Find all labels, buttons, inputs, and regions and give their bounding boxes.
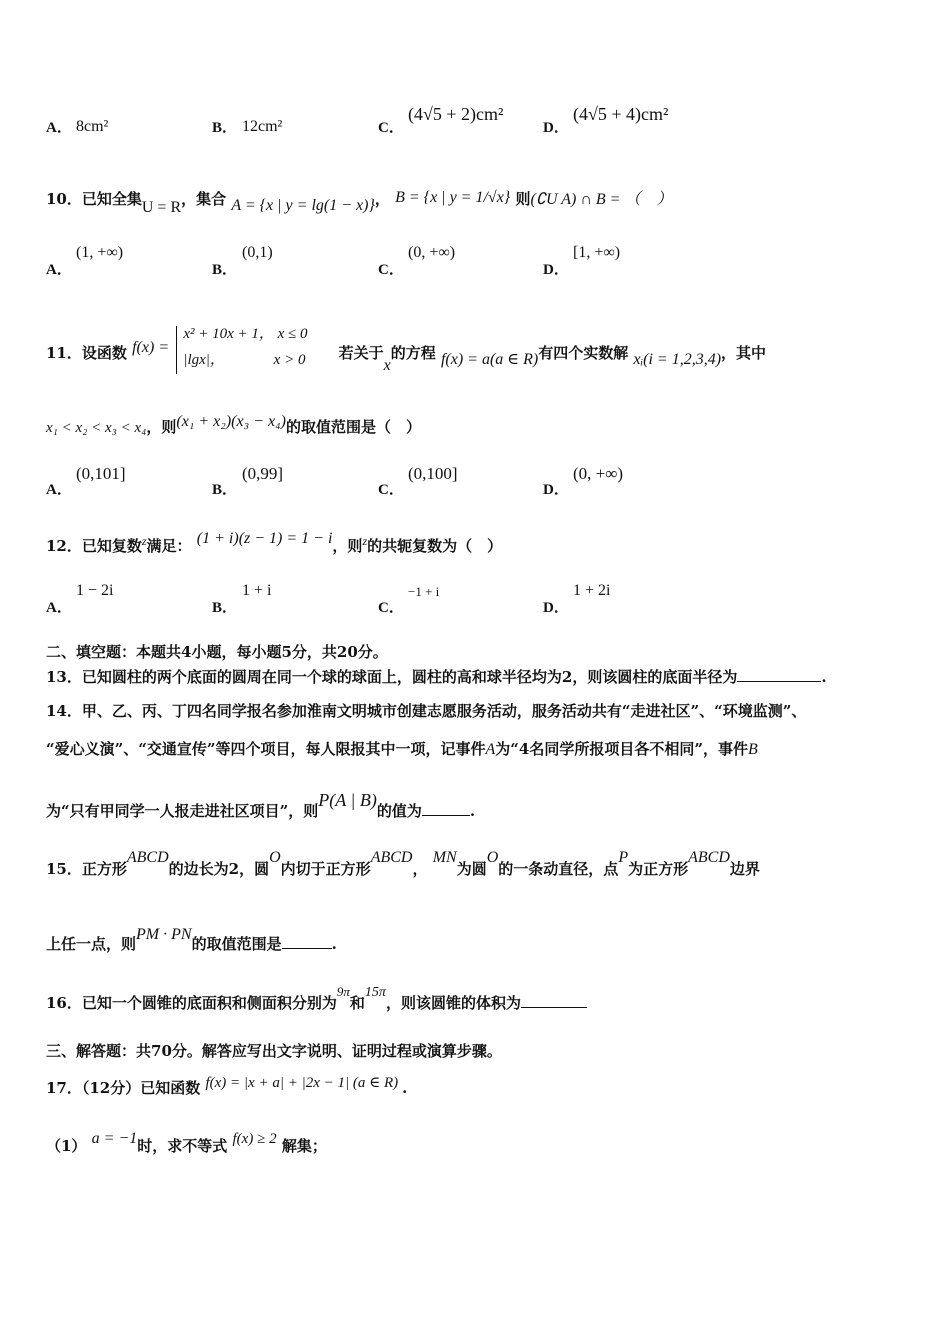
q12-text-1: 12．已知复数 [46, 537, 142, 555]
q17-math-a-value: a = −1 [91, 1130, 138, 1147]
q17-part-1-label: （1） [46, 1137, 87, 1155]
q10-stem [46, 186, 910, 216]
q10-math-universal-set: U = R [141, 199, 182, 216]
q11-math-product: (x₁ + x₂)(x₃ − x₄) [176, 413, 286, 430]
q15-text-7: 为正方形 [628, 860, 689, 878]
q15-text-1: 15．正方形 [46, 860, 127, 878]
q11-text-1: 11．设函数 [46, 344, 127, 362]
option-value: (0,99] [242, 464, 284, 483]
option-label: C． [378, 120, 404, 136]
q15-text-2: 的边长为2，圆 [168, 860, 270, 878]
option-label: D． [543, 120, 569, 136]
q12-option-d [543, 582, 611, 617]
q10-text-1: 10．已知全集 [46, 190, 142, 208]
option-value: 1 + i [242, 582, 272, 599]
q14-text-3a: 为“只有甲同学一人报走进社区项目”，则 [46, 802, 319, 820]
q10-text-4: 则 [515, 190, 531, 208]
q9-option-c [378, 104, 504, 137]
q10-text-2: ，集合 [181, 190, 227, 208]
section-3-heading: 三、解答题：共70分。解答应写出文字说明、证明过程或演算步骤。 [46, 1042, 502, 1060]
q14-line-1: 14．甲、乙、丙、丁四名同学报名参加淮南文明城市创建志愿服务活动，服务活动共有“走进社区”、“环境监测”、 [46, 702, 807, 720]
q12-option-b [212, 582, 272, 617]
q11-text-5: ，其中 [721, 344, 767, 362]
q15-text-3: 内切于正方形 [280, 860, 371, 878]
option-value: (0, +∞) [408, 244, 456, 261]
q11-stem-line-2 [46, 413, 910, 437]
q15-math-o-1: O [269, 849, 281, 866]
q14-math-a: A [485, 741, 496, 758]
section-2-heading: 二、填空题：本题共4小题，每小题5分，共20分。 [46, 643, 388, 661]
option-label: C． [378, 600, 404, 616]
q11-option-b [212, 464, 284, 499]
option-value: −1 + i [408, 584, 440, 599]
q17-math-inequality: f(x) ≥ 2 [232, 1131, 277, 1147]
q9-option-d [543, 104, 669, 137]
q15-text-10: 的取值范围是 [191, 935, 282, 953]
option-label: A． [46, 600, 72, 616]
option-value: 1 − 2i [76, 582, 114, 599]
q15-text-6: 的一条动直径，点 [498, 860, 619, 878]
option-label: C． [378, 262, 404, 278]
q11-text-2: 若关于 [338, 344, 384, 362]
option-label: B． [212, 600, 238, 616]
q12-text-2: 满足： [146, 537, 192, 555]
q14-text-3b: 的值为 [376, 802, 422, 820]
q16-math-9pi: 9π [336, 984, 350, 999]
q11-option-a [46, 464, 126, 499]
q11-text-3: 的方程 [390, 344, 436, 362]
q15-math-abcd-2: ABCD [370, 849, 413, 866]
q15-math-mn: MN [432, 849, 457, 866]
q12-math-equation: (1 + i)(z − 1) = 1 − i [196, 530, 333, 547]
q14-end: . [469, 802, 476, 820]
q14-math-prob: P(A | B) [318, 790, 377, 810]
q14-math-b: B [748, 741, 758, 758]
q14-line-2 [46, 738, 910, 759]
q13-text: 13．已知圆柱的两个底面的圆周在同一个球的球面上，圆柱的高和球半径均为2，则该圆柱的底面半径为 [46, 668, 738, 686]
q15-line-2 [46, 926, 910, 954]
option-value: 12cm² [242, 118, 283, 135]
option-label: A． [46, 482, 72, 498]
option-value: (0,100] [408, 464, 458, 483]
option-label: C． [378, 482, 404, 498]
option-value: (1, +∞) [76, 244, 124, 261]
q17-part-1 [46, 1130, 910, 1156]
option-value: (4√5 + 2)cm² [408, 104, 504, 124]
q15-text-4: ， [412, 860, 428, 878]
q16-text-1: 16．已知一个圆锥的底面积和侧面积分别为 [46, 994, 337, 1012]
option-value: (0,101] [76, 464, 126, 483]
q17-part-1-text-2: 解集； [281, 1137, 327, 1155]
option-value: [1, +∞) [573, 244, 621, 261]
q15-math-p: P [618, 849, 629, 866]
q17-end: . [402, 1079, 408, 1097]
option-label: A． [46, 120, 72, 136]
q16-text-2: 和 [349, 994, 365, 1012]
q11-case-2: |lgx|， x > 0 [183, 352, 306, 368]
q15-math-dot-product: PM · PN [136, 926, 192, 943]
q15-math-o-2: O [486, 849, 499, 866]
q15-text-8: 边界 [729, 860, 760, 878]
q10-option-c [378, 244, 456, 279]
q9-option-a [46, 116, 109, 137]
q12-option-a [46, 582, 114, 617]
q11-math-f-def: f(x) = [132, 339, 170, 356]
option-value: 1 + 2i [573, 582, 611, 599]
q11-piecewise [176, 326, 333, 374]
q10-option-d [543, 244, 621, 279]
option-label: A． [46, 262, 72, 278]
q16-answer-blank [521, 1007, 587, 1008]
q11-math-x: x [383, 357, 391, 374]
q17-stem [46, 1077, 910, 1098]
q12-option-c [378, 584, 440, 617]
q11-math-equation: f(x) = a(a ∈ R) [440, 351, 539, 368]
q12-math-z-2: z [362, 534, 368, 548]
q15-answer-blank [282, 948, 332, 949]
q15-math-abcd-1: ABCD [126, 849, 169, 866]
q11-math-roots: xᵢ(i = 1,2,3,4) [633, 351, 722, 368]
option-label: B． [212, 482, 238, 498]
q14-text-2b: 为“4名同学所报项目各不相同”，事件 [495, 740, 748, 758]
q11-text-6: ，则 [146, 418, 177, 436]
q11-case-1: x² + 10x + 1， x ≤ 0 [183, 326, 308, 342]
q15-math-abcd-3: ABCD [688, 849, 730, 866]
q10-math-expr: (∁U A) ∩ B = （ ） [530, 191, 673, 208]
q15-text-9: 上任一点，则 [46, 935, 137, 953]
option-value: (4√5 + 4)cm² [573, 104, 669, 124]
option-value: (0, +∞) [573, 464, 624, 483]
q17-text-1: 17．（12分）已知函数 [46, 1079, 201, 1097]
q11-option-c [378, 464, 458, 499]
q16-text-3: ，则该圆锥的体积为 [385, 994, 521, 1012]
q15-line-1 [46, 849, 910, 879]
q14-text-2a: “爱心义演”、“交通宣传”等四个项目，每人限报其中一项，记事件 [46, 740, 486, 758]
q17-math-function: f(x) = |x + a| + |2x − 1| (a ∈ R) [205, 1075, 399, 1091]
option-value: 8cm² [76, 118, 109, 135]
q13-answer-blank [737, 681, 821, 682]
q16-stem [46, 984, 910, 1013]
q13-end: . [821, 668, 827, 686]
q12-text-3: ，则 [332, 537, 363, 555]
option-value: (0,1) [242, 244, 273, 261]
q11-text-7: 的取值范围是（ ） [285, 418, 421, 436]
q14-answer-blank [422, 815, 470, 816]
option-label: B． [212, 262, 238, 278]
option-label: D． [543, 482, 569, 498]
q9-option-b [212, 116, 283, 137]
q15-end: . [331, 935, 337, 953]
q10-option-a [46, 244, 124, 279]
option-label: D． [543, 262, 569, 278]
option-label: B． [212, 120, 238, 136]
q12-stem [46, 530, 910, 556]
q10-math-set-a: A = {x | y = lg(1 − x)} [231, 197, 375, 214]
q13-stem [46, 666, 910, 687]
q10-option-b [212, 244, 273, 279]
q16-math-15pi: 15π [364, 985, 386, 1000]
q11-stem [46, 326, 910, 378]
q17-part-1-text-1: 时，求不等式 [137, 1137, 228, 1155]
q11-option-d [543, 464, 624, 499]
q11-math-order: x₁ < x₂ < x₃ < x₄ [46, 420, 147, 436]
q11-text-4: 有四个实数解 [538, 344, 629, 362]
q14-line-3 [46, 790, 910, 821]
q10-text-3: ， [374, 190, 390, 208]
q10-math-set-b: B = {x | y = 1/√x} [395, 189, 511, 206]
q12-math-z: z [141, 534, 147, 548]
q12-text-4: 的共轭复数为（ ） [367, 537, 503, 555]
q15-text-5: 为圆 [456, 860, 487, 878]
option-label: D． [543, 600, 569, 616]
